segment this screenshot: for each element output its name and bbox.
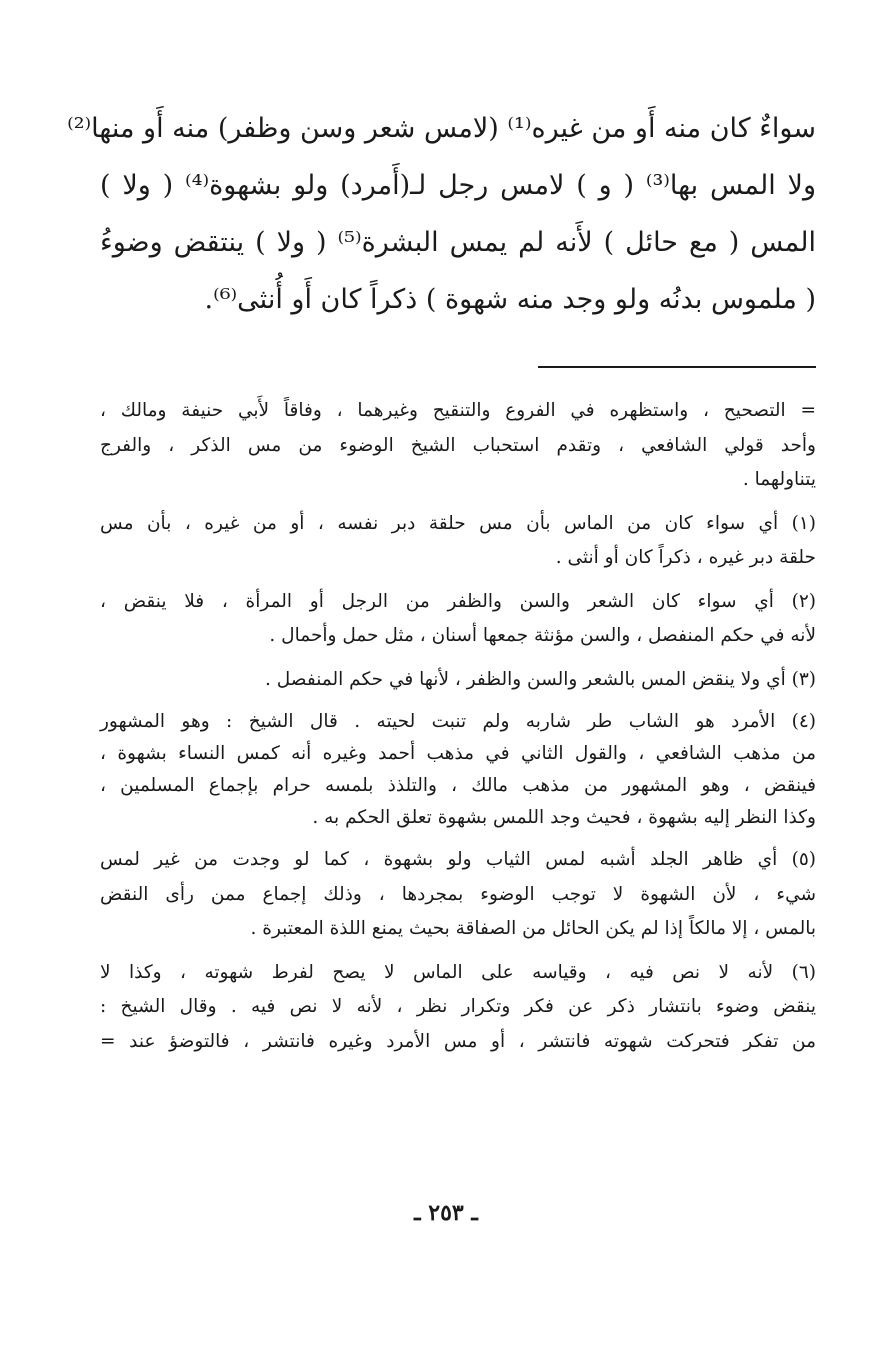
footnote-6 bbox=[100, 956, 816, 1060]
footnote-continuation bbox=[100, 394, 816, 498]
footnote-line: فينقض ، وهو المشهور من مذهب مالك ، والتلذذ بلمسه حرام بإجماع المسلمين ، bbox=[100, 775, 816, 796]
footnote-line: وأحد قولي الشافعي ، وتقدم استحباب الشيخ الوضوء من مس الذكر ، والفرج bbox=[100, 434, 816, 456]
footnote-line: من مذهب الشافعي ، والقول الثاني في مذهب أحمد وغيره أنه كمس النساء بشهوة ، bbox=[100, 743, 816, 764]
footnote-line: = التصحيح ، واستظهره في الفروع والتنقيح وغيرهما ، وفاقاً لأَبي حنيفة ومالك ، bbox=[100, 400, 816, 421]
footnote-line: (٣) أي ولا ينقض المس بالشعر والسن والظفر ، لأنها في حكم المنفصل . bbox=[265, 668, 816, 690]
footnote-line: (١) أي سواء كان من الماس بأن مس حلقة دبر نفسه ، أو من غيره ، بأن مس bbox=[100, 512, 816, 534]
main-text-line: ولا المس بها⁽³⁾ ( و ) لامس رجل لـ(أَمرد) ولو بشهوة⁽⁴⁾ ( ولا ) bbox=[100, 170, 816, 201]
footnote-line: وكذا النظر إليه بشهوة ، فحيث وجد اللمس بشهوة تعلق الحكم به . bbox=[312, 807, 816, 828]
footnote-line: لأنه في حكم المنفصل ، والسن مؤنثة جمعها أسنان ، مثل حمل وأحمال . bbox=[269, 625, 816, 646]
main-text bbox=[67, 100, 817, 328]
footnote-line: حلقة دبر غيره ، ذكراً كان أو أنثى . bbox=[555, 547, 816, 568]
footnote-5 bbox=[100, 843, 816, 947]
footnote-line: (٥) أي ظاهر الجلد أشبه لمس الثياب ولو بشهوة ، كما لو وجدت من غير لمس bbox=[100, 849, 816, 870]
footnotes bbox=[100, 394, 816, 1068]
footnote-line: يتناولهما . bbox=[742, 469, 816, 490]
footnote-line: (٢) أي سواء كان الشعر والسن والظفر من الرجل أو المرأة ، فلا ينقض ، bbox=[100, 590, 816, 612]
footnote-1 bbox=[100, 507, 816, 576]
footnote-line: بالمس ، إلا مالكاً إذا لم يكن الحائل من الصفاقة بحيث يمنع اللذة المعتبرة . bbox=[250, 918, 816, 939]
footnote-line: من تفكر فتحركت شهوته فانتشر ، أو مس الأمرد وغيره فانتشر ، فالتوضؤ عند = bbox=[100, 1030, 816, 1052]
main-text-line: سواءٌ كان منه أَو من غيره⁽¹⁾ (لامس شعر وسن وظفر) منه أَو منها⁽²⁾ bbox=[67, 113, 816, 144]
page-number: ـ ٢٥٣ ـ bbox=[414, 1200, 478, 1226]
footnote-line: شيء ، لأن الشهوة لا توجب الوضوء بمجردها ، وذلك إجماع ممن رأى النقض bbox=[100, 883, 816, 905]
footnote-line: (٦) لأنه لا نص فيه ، وقياسه على الماس لا يصح لفرط شهوته ، وكذا لا bbox=[100, 961, 816, 983]
footnote-divider bbox=[538, 366, 816, 368]
footnote-line: (٤) الأمرد هو الشاب طر شاربه ولم تنبت لحيته . قال الشيخ : وهو المشهور bbox=[100, 711, 816, 732]
footnote-4 bbox=[100, 706, 816, 834]
main-text-line: ( ملموس بدنُه ولو وجد منه شهوة ) ذكراً كان أَو أُنثى⁽⁶⁾. bbox=[204, 284, 816, 315]
footnote-line: ينقض وضوء بانتشار ذكر عن فكر وتكرار نظر ، لأنه لا نص فيه . وقال الشيخ : bbox=[100, 996, 816, 1017]
footnote-2 bbox=[100, 585, 816, 654]
footnote-3 bbox=[100, 663, 816, 698]
main-text-line: المس ( مع حائل ) لأَنه لم يمس البشرة⁽⁵⁾ ( ولا ) ينتقض وضوءُ bbox=[100, 227, 817, 258]
